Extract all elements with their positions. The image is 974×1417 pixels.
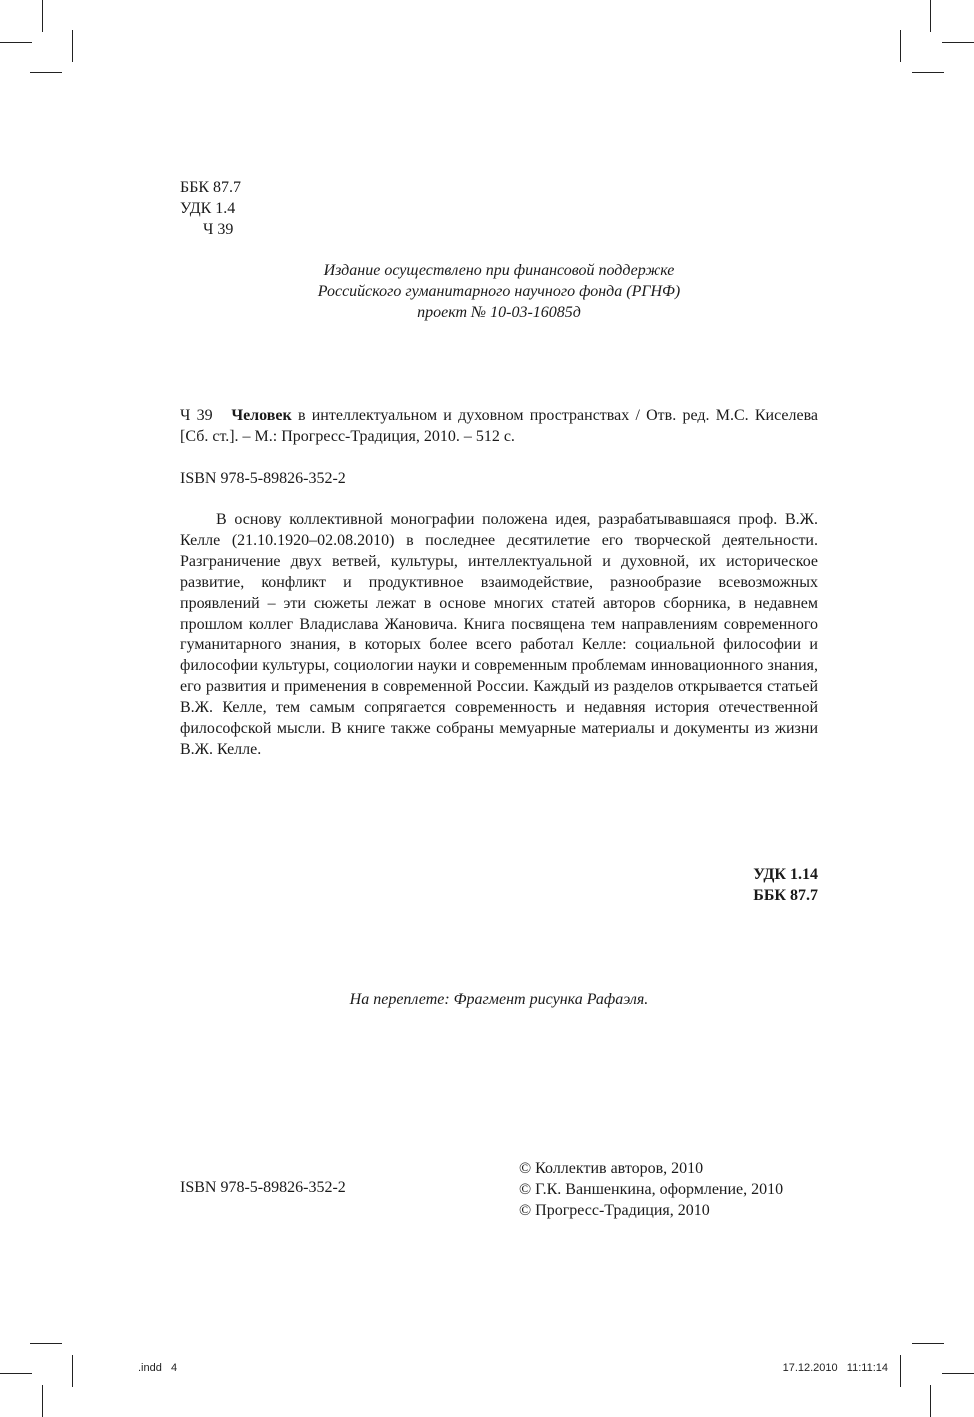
funding-project: проект № 10-03-16085д xyxy=(417,304,581,321)
crop-mark xyxy=(0,42,32,43)
crop-mark xyxy=(42,1385,43,1417)
author-sign: Ч 39 xyxy=(203,221,234,238)
crop-mark xyxy=(900,1355,901,1387)
crop-mark xyxy=(942,1373,974,1374)
funding-line: Издание осуществлено при финансовой поддержке xyxy=(323,262,675,279)
crop-mark xyxy=(72,1355,73,1387)
classification-right xyxy=(753,864,818,906)
abstract-paragraph: В основу коллективной монографии положена идея, разрабатывавшаяся проф. В.Ж. Келле (21.10.1920–02.08.2010) в последнее десятилетие его творческой деятельности. Разграничение двух ветвей, культуры, интеллектуальной и духовной, их историческое развитие, конфликт и продуктивное взаимодействие, разнообразие всевозможных проявлений – эти сюжеты лежат в основе многих статей авторов сборника, в недавнем прошлом коллег Владислава Жановича. Книга посвящена тем направлениям современного гуманитарного знания, в которых более всего работал Келле: социальной философии и философии культуры, социологии науки и современным проблемам инновационного знания, его развития и применения в современной России. Каждый из разделов открывается статьей В.Ж. Келле, тем самым сопрягается современность и недавняя история отечественной философской мысли. В книге также собраны мемуарные материалы и документы из жизни В.Ж. Келле. xyxy=(180,511,818,758)
bibliographic-record xyxy=(180,405,818,447)
record-title: Человек xyxy=(231,407,292,424)
funding-note xyxy=(180,260,818,323)
slug-filename: .indd 4 xyxy=(138,1362,178,1374)
crop-mark xyxy=(942,42,974,43)
udk-code: УДК 1.4 xyxy=(180,200,236,217)
crop-mark xyxy=(30,1343,62,1344)
crop-mark xyxy=(930,1385,931,1417)
crop-mark xyxy=(0,1373,32,1374)
record-sign: Ч 39 xyxy=(180,407,213,424)
bbk-code: ББК 87.7 xyxy=(180,179,242,196)
crop-mark xyxy=(42,0,43,32)
crop-mark xyxy=(30,72,62,73)
slug-timestamp: 17.12.2010 11:11:14 xyxy=(782,1362,888,1374)
record-details: в интеллектуальном и духовном пространствах / Отв. ред. М.С. Киселева [Сб. ст.]. – М.: Прогресс-Традиция, 2010. – 512 с. xyxy=(180,407,819,445)
crop-mark xyxy=(900,30,901,62)
copyright-line: © Коллектив авторов, 2010 xyxy=(519,1160,704,1177)
crop-mark xyxy=(912,72,944,73)
cover-note: На переплете: Фрагмент рисунка Рафаэля. xyxy=(349,991,649,1008)
isbn-bottom: ISBN 978-5-89826-352-2 xyxy=(180,1179,346,1196)
bbk-code-bold: ББК 87.7 xyxy=(753,887,818,904)
udk-code-bold: УДК 1.14 xyxy=(753,866,818,883)
crop-mark xyxy=(72,30,73,62)
isbn-main: ISBN 978-5-89826-352-2 xyxy=(180,470,346,487)
copyright-line: © Прогресс-Традиция, 2010 xyxy=(519,1202,710,1219)
funding-line: Российского гуманитарного научного фонда (РГНФ) xyxy=(317,283,681,300)
crop-mark xyxy=(930,0,931,32)
classification-block xyxy=(180,177,241,240)
copyright-line: © Г.К. Ваншенкина, оформление, 2010 xyxy=(519,1181,784,1198)
crop-mark xyxy=(912,1343,944,1344)
copyright-block xyxy=(519,1158,783,1221)
